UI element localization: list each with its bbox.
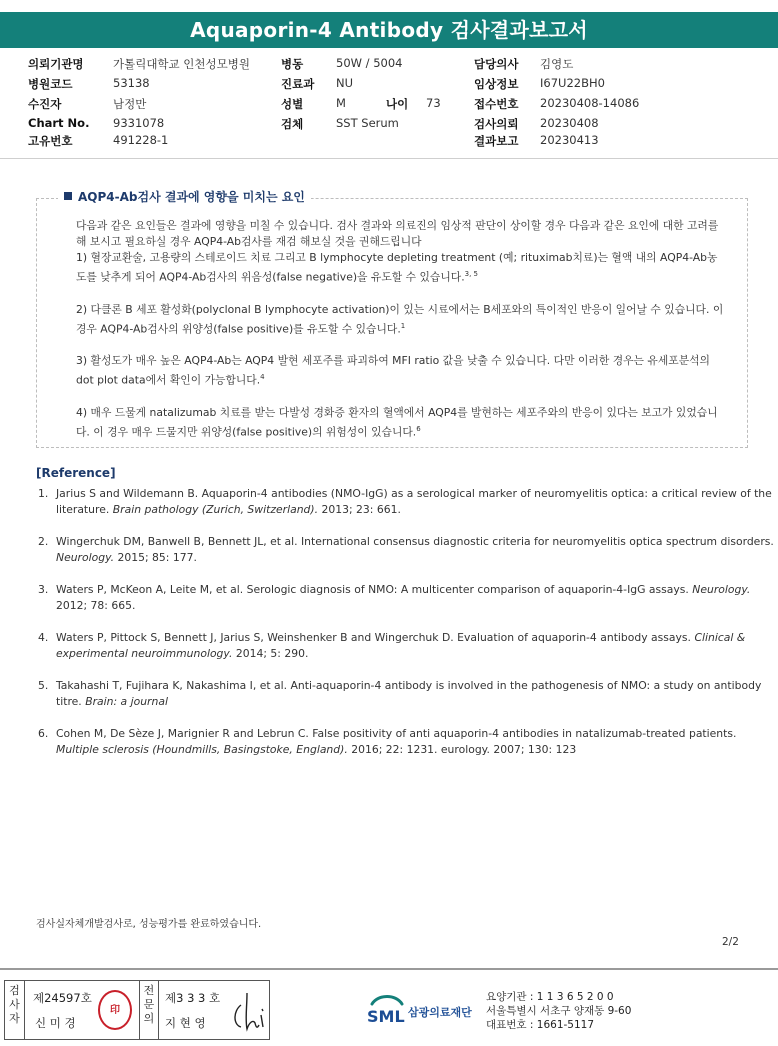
reference-item (38, 630, 774, 662)
sml-logo-icon (366, 992, 408, 1030)
page-number: 2/2 (722, 936, 739, 948)
tester-name: 신 미 경 (35, 1016, 76, 1030)
reference-number: 1. (38, 487, 49, 500)
reference-text: Cohen M, De Sèze J, Marignier R and Lebrun C. False positivity of anti aquaporin-4 antibodies in natalizumab-treated patients. (56, 727, 737, 740)
reference-text: Waters P, McKeon A, Leite M, et al. Serologic diagnosis of NMO: A multicenter comparison of aquaporin-4-IgG assays. (56, 583, 689, 596)
age-label: 나이 (386, 97, 409, 111)
reference-number: 6. (38, 727, 49, 740)
report-title: Aquaporin-4 Antibody 검사결과보고서 (0, 12, 778, 48)
reference-tail: 2014; 5: 290. (235, 647, 309, 660)
reference-item (38, 534, 774, 566)
clinical-value: I67U22BH0 (540, 76, 605, 90)
lab-name: 삼광의료재단 (408, 1006, 472, 1019)
tester-license: 제24597호 (33, 991, 92, 1005)
factor-item-4: 4) 매우 드물게 natalizumab 치료를 받는 다발성 경화증 환자의 혈액에서 AQP4를 발현하는 세포주와의 반응이 있다는 보고가 있었습니다. 이 경우 매우 드물지만 위양성(false positive)의 위험성이 있습니다. (76, 405, 718, 439)
handwritten-signature-icon (229, 985, 269, 1035)
reference-tail: 2012; 78: 665. (56, 599, 136, 612)
reference-tail: 2013; 23: 661. (321, 503, 401, 516)
reviewer-license: 제3 3 3 호 (165, 991, 221, 1005)
specimen-value: SST Serum (336, 116, 399, 130)
reference-text: Waters P, Pittock S, Bennett J, Jarius S, Weinshenker B and Wingerchuk D. Evaluation of aquaporin-4 antibody assays. (56, 631, 691, 644)
reference-item (38, 726, 774, 758)
reviewer-vertical-label (139, 981, 159, 1039)
factor-item-2-citation: 1 (400, 321, 406, 330)
reference-number: 3. (38, 583, 49, 596)
doctor-value: 김영도 (540, 57, 574, 71)
reference-text: Jarius S and Wildemann B. Aquaporin-4 antibodies (NMO-IgG) as a serological marker of neuromyelitis optica: a critical review of the literature. (56, 487, 772, 516)
id-label: 고유번호 (28, 134, 73, 148)
factor-item-1: 1) 혈장교환술, 고용량의 스테로이드 치료 그리고 B lymphocyte depleting treatment (예; rituximab치료)는 혈액 내의 AQP4-Ab농도를 낮추게 되어 AQP4-Ab검사의 위음성(false negative)을 유도할 수 있습니다. (76, 251, 718, 284)
id-value: 491228-1 (113, 133, 169, 147)
square-bullet-icon (64, 192, 72, 200)
reference-tail: 2015; 85: 177. (117, 551, 197, 564)
factor-item-2: 2) 다클론 B 세포 활성화(polyclonal B lymphocyte activation)이 있는 시료에서는 B세포와의 특이적인 반응이 일어날 수 있습니다. 이 경우 AQP4-Ab검사의 위양성(false positive)를 유도할 수 있습니다. (76, 302, 724, 336)
reference-journal: Brain: a journal (85, 695, 168, 708)
sex-label: 성별 (281, 97, 304, 111)
lab-code: 요양기관 : 1 1 3 6 5 2 0 0 (486, 991, 614, 1003)
reference-journal: Neurology. (56, 551, 115, 564)
org-label: 의뢰기관명 (28, 57, 84, 71)
lab-phone: 대표번호 : 1661-5117 (486, 1019, 595, 1031)
specimen-label: 검체 (281, 117, 304, 131)
tester-vertical-label (5, 981, 25, 1039)
request-label: 검사의뢰 (474, 117, 519, 131)
factors-paragraph (76, 353, 726, 389)
patient-value: 남정만 (113, 97, 147, 111)
tester-seal-stamp (98, 990, 132, 1030)
signature-box (4, 980, 270, 1040)
factors-heading-text: AQP4-Ab검사 결과에 영향을 미치는 요인 (78, 190, 305, 204)
reference-text: Wingerchuk DM, Banwell B, Bennett JL, et al. International consensus diagnostic criteria for neuromyelitis optica spectrum disorders. (56, 535, 774, 548)
age-value: 73 (426, 96, 441, 110)
report-value: 20230413 (540, 133, 599, 147)
factors-body (76, 218, 726, 456)
accreditation-note: 검사실자체개발검사로, 성능평가를 완료하였습니다. (36, 919, 262, 930)
reference-journal: Clinical & experimental neuroimmunology. (56, 631, 746, 660)
receipt-label: 접수번호 (474, 97, 519, 111)
factor-item-4-citation: 6 (416, 424, 421, 433)
dept-value: NU (336, 76, 354, 90)
clinical-label: 임상정보 (474, 77, 519, 91)
reference-tail: 2016; 22: 1231. eurology. 2007; 130: 123 (351, 743, 577, 756)
factor-item-3: 3) 활성도가 매우 높은 AQP4-Ab는 AQP4 발현 세포주를 파괴하여 MFI ratio 값을 낮출 수 있습니다. 다만 이러한 경우는 유세포분석의 dot plot data에서 확인이 가능합니다. (76, 354, 710, 387)
header-divider (0, 158, 778, 159)
factors-intro: 다음과 같은 요인들은 결과에 영향을 미칠 수 있습니다. 검사 결과와 의료진의 임상적 판단이 상이할 경우 다음과 같은 요인에 대한 고려를 해 보시고 필요하실 경우 AQP4-Ab검사를 재검 해보실 것을 권해드립니다 (76, 219, 719, 248)
request-value: 20230408 (540, 116, 599, 130)
factors-heading (58, 188, 311, 205)
hospcode-value: 53138 (113, 76, 150, 90)
tester-role-label: 검사자 (9, 984, 20, 1025)
report-label: 결과보고 (474, 134, 519, 148)
footer-divider (0, 968, 778, 970)
lab-logo (366, 992, 408, 1030)
org-value: 가톨릭대학교 인천성모병원 (113, 57, 250, 71)
chart-value: 9331078 (113, 116, 165, 130)
lab-info (486, 990, 631, 1032)
reference-item (38, 582, 774, 614)
receipt-value: 20230408-14086 (540, 96, 640, 110)
reviewer-name: 지 현 영 (165, 1016, 206, 1030)
ward-label: 병동 (281, 57, 304, 71)
reference-journal: Brain pathology (Zurich, Switzerland). (112, 503, 319, 516)
ward-value: 50W / 5004 (336, 56, 403, 70)
reference-number: 2. (38, 535, 49, 548)
hospcode-label: 병원코드 (28, 77, 73, 91)
reference-journal: Multiple sclerosis (Houndmills, Basingstoke, England). (56, 743, 348, 756)
factors-paragraph (76, 302, 726, 338)
factor-item-1-citation: 3, 5 (464, 270, 479, 278)
factors-paragraph (76, 405, 726, 441)
chart-label: Chart No. (28, 116, 90, 130)
lab-address: 서울특별시 서초구 양재동 9-60 (486, 1005, 632, 1017)
reference-item (38, 678, 774, 710)
dept-label: 진료과 (281, 77, 315, 91)
reference-list (38, 486, 774, 774)
factor-item-3-citation: 4 (260, 373, 265, 382)
logo-text: SML (367, 1007, 405, 1026)
doctor-label: 담당의사 (474, 57, 519, 71)
reference-text: Takahashi T, Fujihara K, Nakashima I, et al. Anti-aquaporin-4 antibody is involved in the pathogenesis of NMO: a study on antibody titre. (56, 679, 762, 708)
reference-number: 5. (38, 679, 49, 692)
patient-label: 수진자 (28, 97, 62, 111)
reference-heading: [Reference] (36, 466, 116, 480)
factors-paragraph (76, 218, 726, 286)
reference-number: 4. (38, 631, 49, 644)
reference-item (38, 486, 774, 518)
reference-journal: Neurology. (692, 583, 751, 596)
sex-value: M (336, 96, 346, 110)
reviewer-role-label: 전문의 (143, 984, 155, 1025)
stamp-glyph: 印 (110, 1005, 120, 1016)
